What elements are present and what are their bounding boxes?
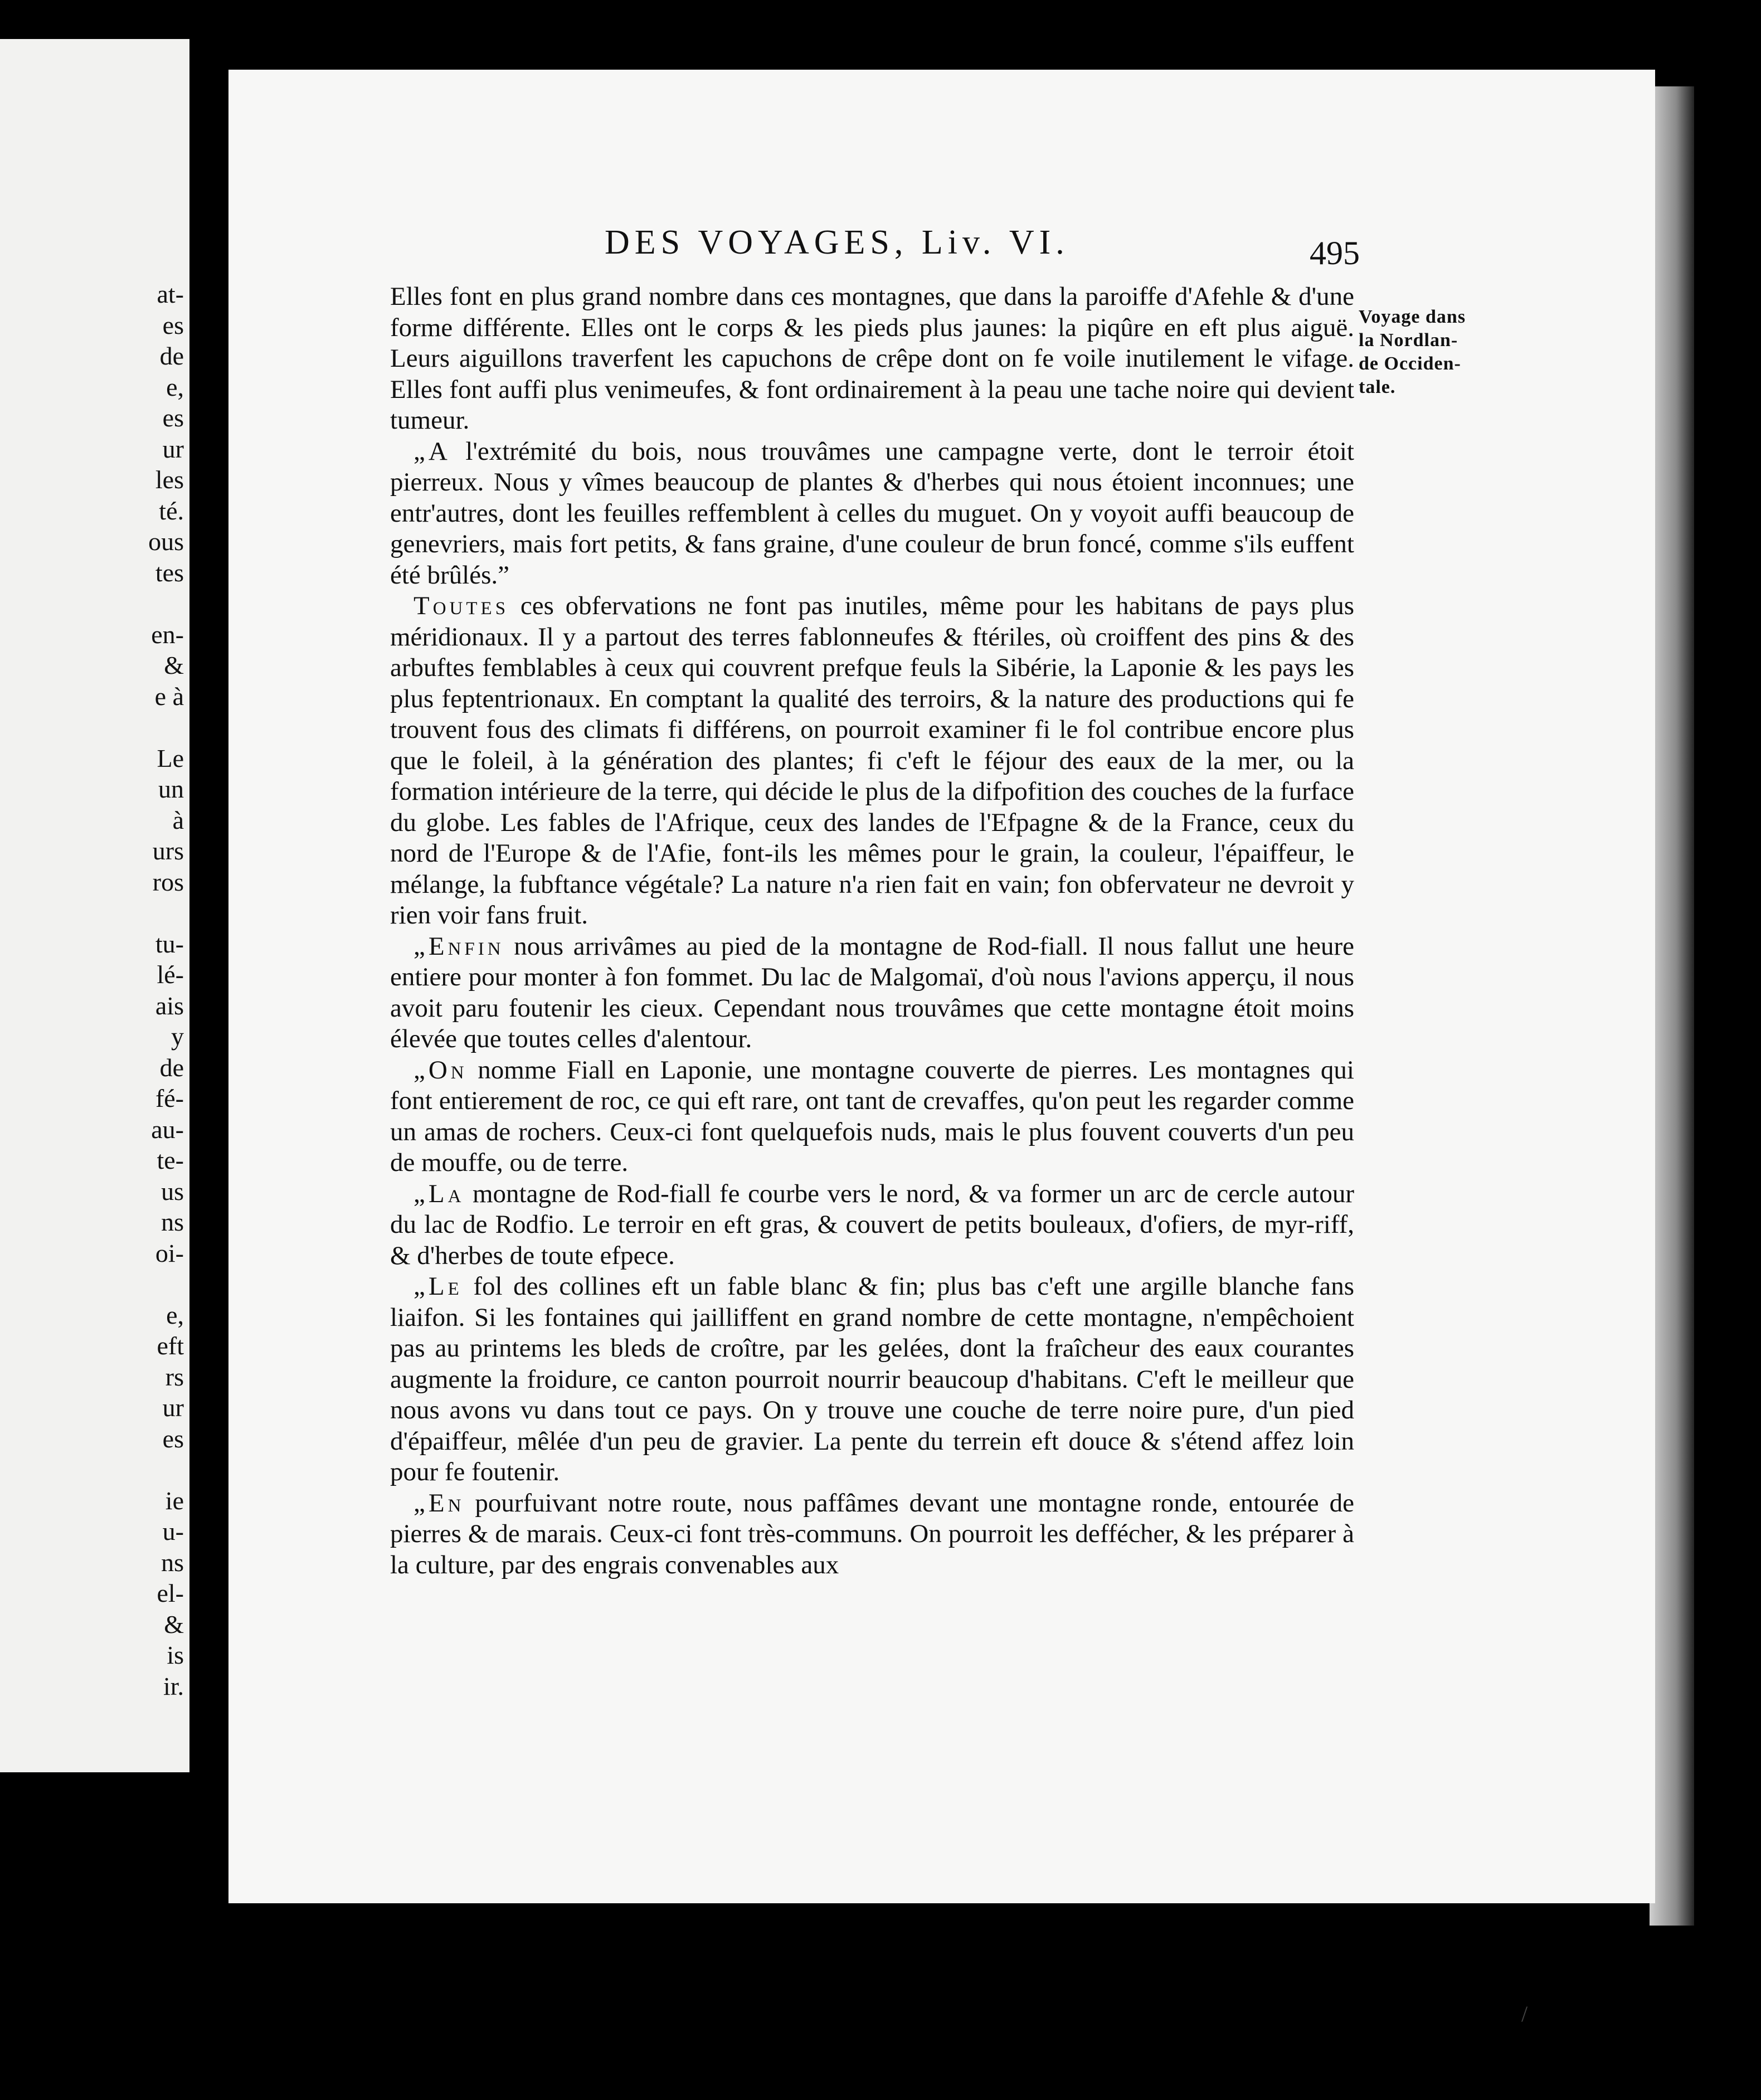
paragraph-text: fol des collines eft un fable blanc & fin; plus bas c'eft une argille blanche fans liaifon. Si les fontaines qui jailliffent en grand nombre de cette montagne, n'empêchoient pas au printems les bleds de croître, par les gelées, dont la fraîcheur des eaux courantes augmente la froidure, ce canton pourroit nourrir beaucoup d'habitans. C'eft le meilleur que nous avons vu dans tout ce pays. On y trouve une couche de terre noire pure, d'un pied d'épaiffeur, mêlée d'un peu de gravier. La pente du terrein eft douce & s'étend affez loin pour fe foutenir. — [390, 1272, 1354, 1486]
page-number: 495 — [1310, 235, 1360, 271]
running-head: DES VOYAGES, Liv. VI. — [605, 223, 1069, 261]
paragraph — [390, 591, 1354, 931]
paragraph-text: l'extrémité du bois, nous trouvâmes une campagne verte, dont le terroir étoit pierreux. Nous y vîmes beaucoup de plantes & d'herbes qui nous étoient inconnues; une entr'autres, dont les feuilles reffemblent à celles du muguet. On y voyoit auffi beaucoup de genevriers, mais fort petits, & fans graine, d'une couleur de brun foncé, comme s'ils euffent été brûlés.” — [390, 436, 1354, 590]
paragraph-lead: „La — [414, 1179, 465, 1208]
paragraph — [390, 281, 1354, 436]
paragraph — [390, 1488, 1354, 1581]
paragraph-text: nous arrivâmes au pied de la montagne de Rod-fiall. Il nous fallut une heure entiere pour monter à fon fommet. Du lac de Malgomaï, d'où nous l'avions apperçu, il nous avoit paru foutenir les cieux. Cependant nous trouvâmes que cette montagne étoit moins élevée que toutes celles d'alentour. — [390, 931, 1354, 1053]
page-edge-shadow — [1650, 86, 1694, 1926]
body-text — [390, 281, 1354, 1581]
paragraph — [390, 436, 1354, 591]
paragraph-lead: „Enfin — [414, 931, 504, 961]
paragraph-lead: „On — [414, 1055, 468, 1085]
paragraph-text: montagne de Rod-fiall fe courbe vers le nord, & va former un arc de cercle autour du lac de Rodfio. Le terroir en eft gras, & couvert de petits bouleaux, d'ofiers, de myr-riff, & d'herbes de toute efpece. — [390, 1179, 1354, 1270]
paragraph-text: ces obfervations ne font pas inutiles, même pour les habitans de pays plus méridionaux. Il y a partout des terres fablonneufes & ftériles, où croiffent des pins & des arbuftes femblables à ceux qui couvrent prefque feuls la Sibérie, la Laponie & les pays les plus feptentrionaux. En comptant la qualité des terroirs, & la nature des productions qui fe trouvent fous des climats fi différens, on pourroit examiner fi le fol contribue encore plus que le foleil, à la génération des plantes; fi c'eft le féjour des eaux de la mer, ou la formation intérieure de la terre, qui décide le plus de la difpofition des couches de la furface du globe. Les fables de l'Afrique, ceux des landes de l'Efpagne & de la France, ceux du nord de l'Europe & de l'Afie, font-ils les mêmes pour le grain, la couleur, l'épaiffeur, le mélange, la fubftance végétale? La nature n'a rien fait en vain; fon obfervateur ne devroit y rien voir fans fruit. — [390, 591, 1354, 930]
margin-note: Voyage dans la Nordlan- de Occiden- tale. — [1359, 307, 1466, 397]
paragraph-text: nomme Fiall en Laponie, une montagne couverte de pierres. Les montagnes qui font entierement de roc, ce qui eft rare, ont tant de crevaffes, qu'on peut les regarder comme un amas de rochers. Ceux-ci font quelquefois nuds, mais le plus fouvent couverts d'un peu de mouffe, ou de terre. — [390, 1055, 1354, 1177]
paragraph — [390, 1179, 1354, 1272]
paragraph — [390, 1271, 1354, 1488]
left-page-text-fragments: at- es de e, es ur les té. ous tes en- & e à Le un à urs ros tu- lé- ais y de fé- au- te- us ns oi- e, eft rs ur es ie u- ns el- & is ir. — [148, 280, 184, 1700]
paragraph-lead: „A — [414, 436, 451, 466]
stray-mark: / — [1521, 2001, 1528, 2026]
paragraph-text: pourfuivant notre route, nous paffâmes devant une montagne ronde, entourée de pierres & de marais. Ceux-ci font très-communs. On pourroit les deffécher, & les préparer à la culture, par des engrais convenables aux — [390, 1488, 1354, 1579]
paragraph-lead: „En — [414, 1488, 465, 1518]
paragraph — [390, 931, 1354, 1055]
paragraph-lead: Toutes — [414, 591, 509, 620]
left-facing-page — [0, 39, 189, 1772]
paragraph — [390, 1055, 1354, 1179]
paragraph-text: Elles font en plus grand nombre dans ces montagnes, que dans la paroiffe d'Afehle & d'une forme différente. Elles ont le corps & les pieds plus jaunes: la piqûre en eft plus aiguë. Leurs aiguillons traverfent les capuchons de crêpe dont on fe voile inutilement le vifage. Elles font auffi plus venimeufes, & font ordinairement à la peau une tache noire qui devient tumeur. — [390, 282, 1354, 435]
paragraph-lead: „Le — [414, 1272, 463, 1301]
